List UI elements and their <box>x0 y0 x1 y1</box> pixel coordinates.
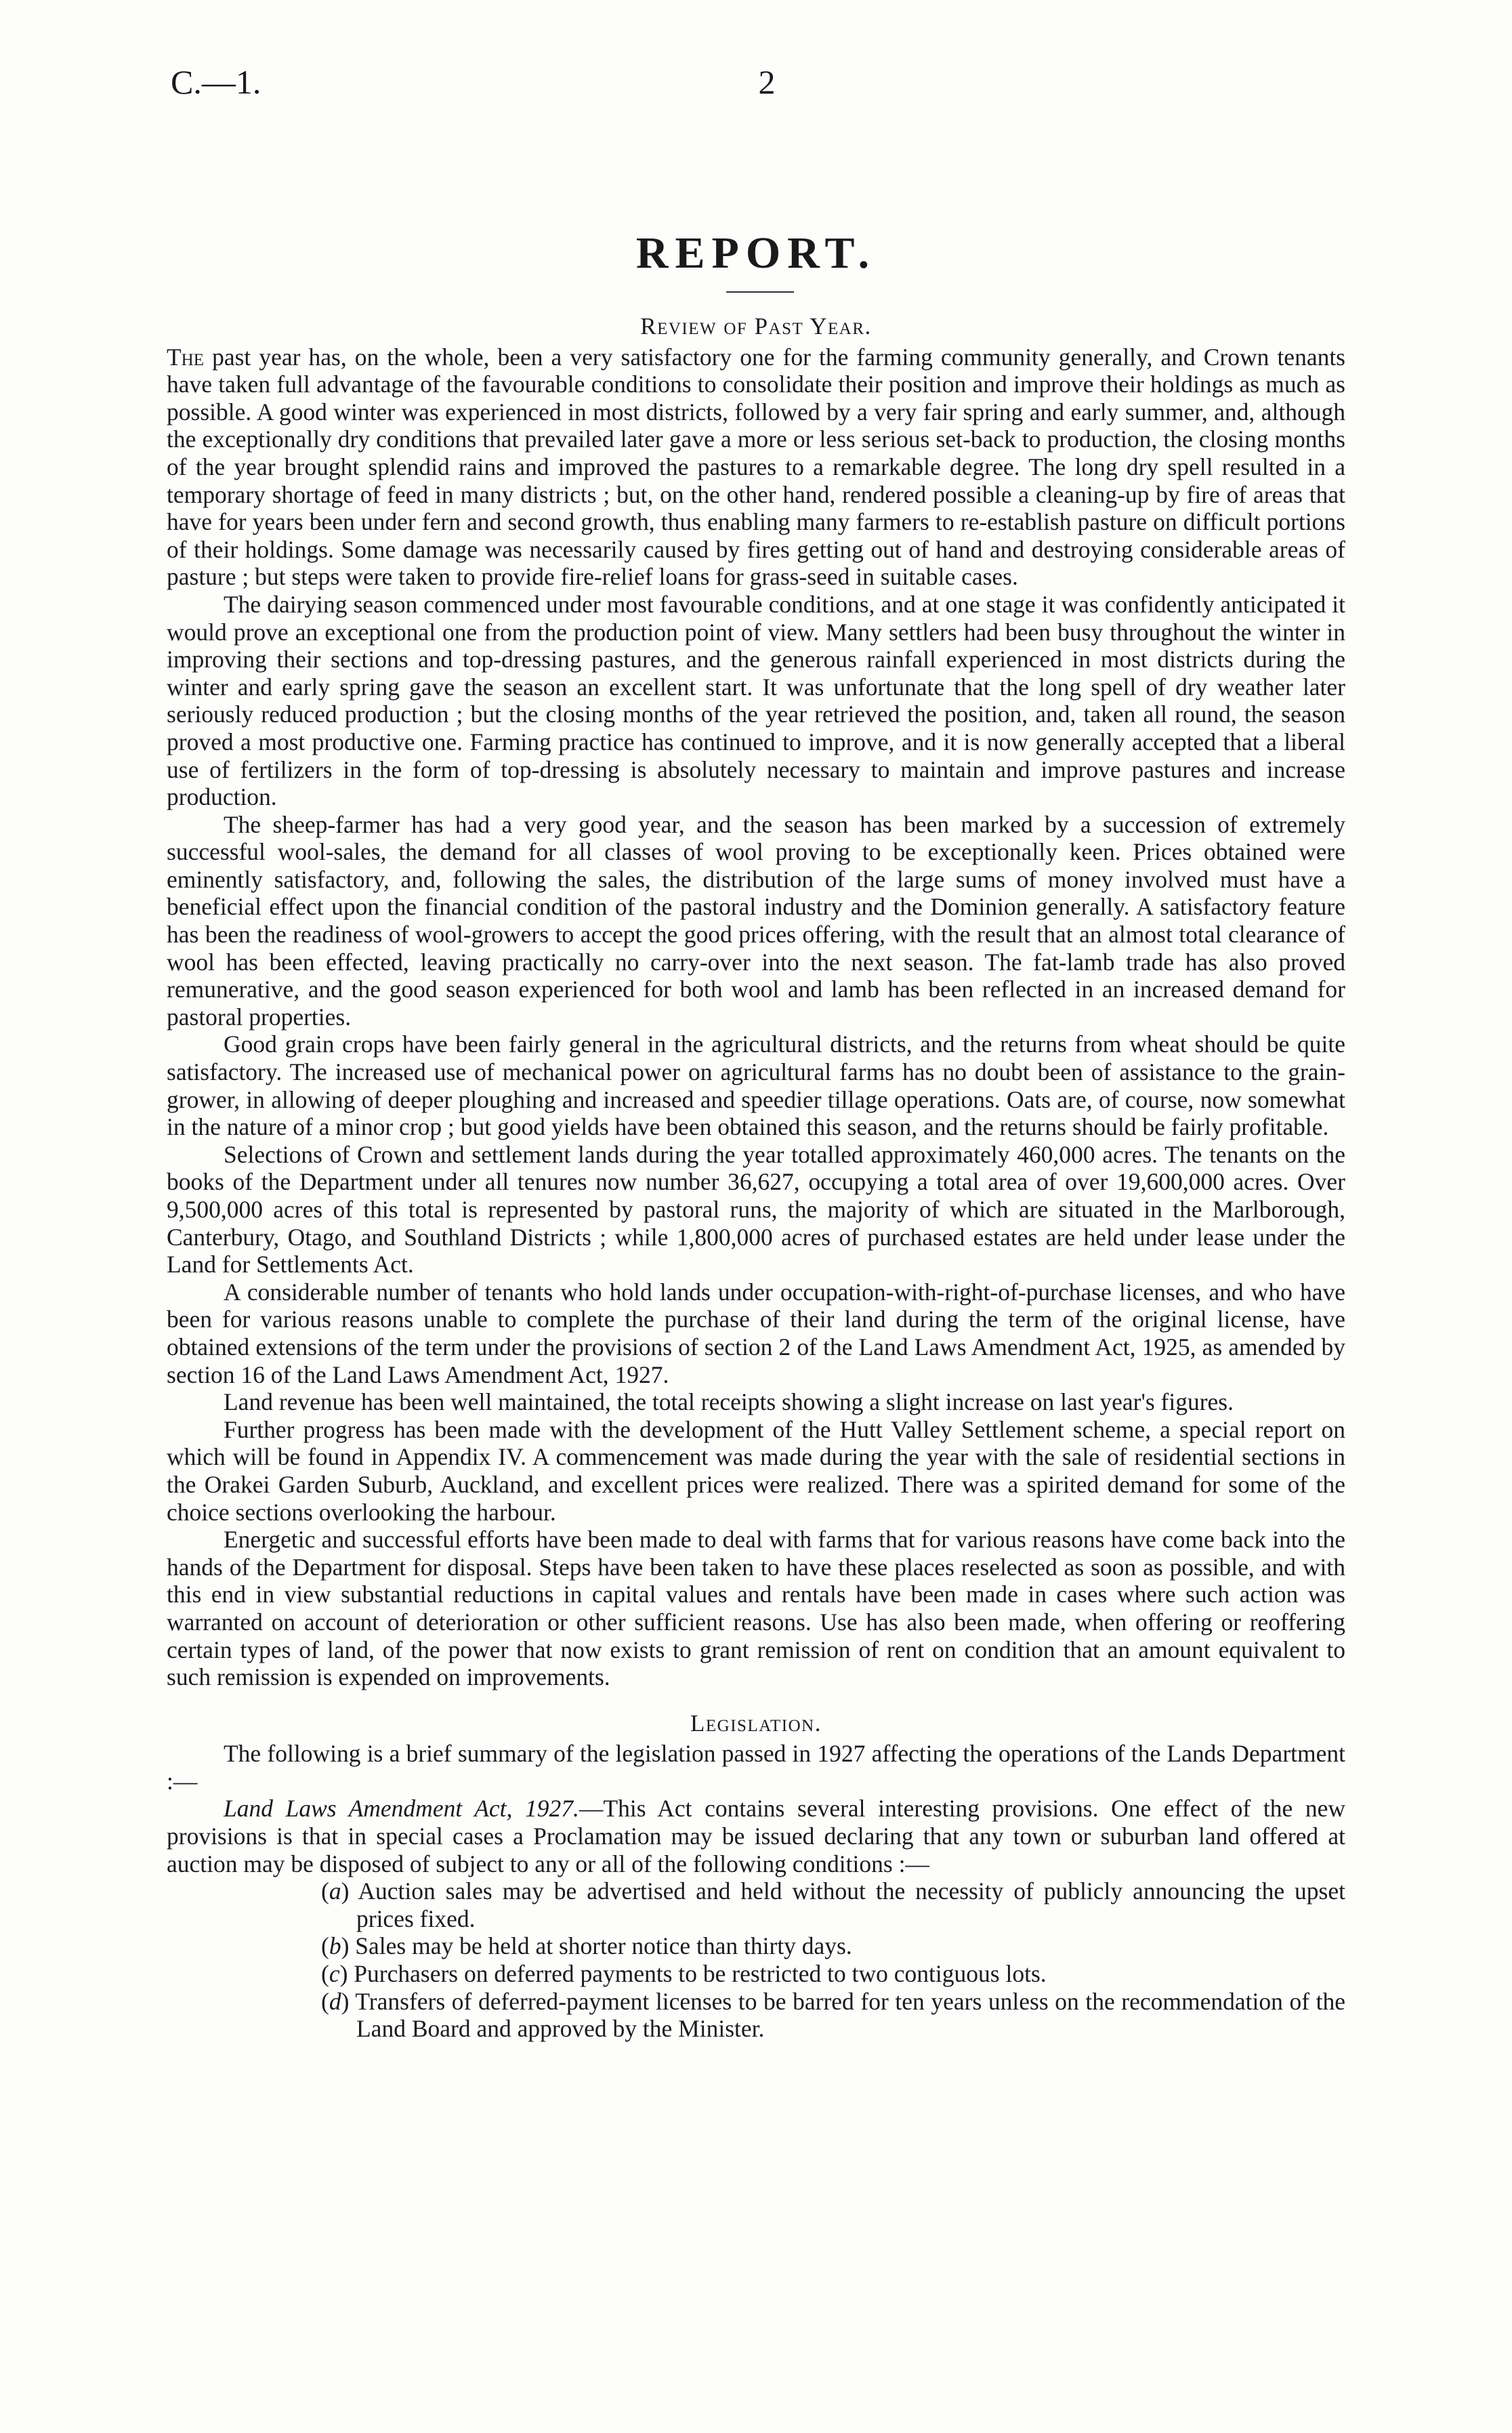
section-heading-review: Review of Past Year. <box>640 313 872 339</box>
running-head <box>171 62 1363 117</box>
condition-letter: b <box>329 1932 341 1960</box>
review-paragraph <box>167 344 1345 591</box>
review-paragraph: A considerable number of tenants who hold lands under occupation-with-right-of-purchase licenses, and who have been for various reasons unable to complete the purchase of their land during the term of the original license, have obtained extensions of the term under the provisions of section 2 of the Land Laws Amendment Act, 1925, as amended by section 16 of the Land Laws Amendment Act, 1927. <box>167 1278 1345 1388</box>
review-paragraph: Energetic and successful efforts have been made to deal with farms that for various reasons have come back into the hands of the Department for disposal. Steps have been taken to have these places reselected as soon as possible, and with this end in view substantial reductions in capital values and rentals have been made in cases where such action was warranted on account of deterioration or other sufficient reasons. Use has also been made, when offering or reoffering certain types of land, of the power that now exists to grant remission of rent on condition that an amount equivalent to such remission is expended on improvements. <box>167 1526 1345 1691</box>
review-paragraph: Good grain crops have been fairly general in the agricultural districts, and the returns from wheat should be quite satisfactory. The increased use of mechanical power on agricultural farms has no doubt been of assistance to the grain-grower, in allowing of deeper ploughing and increased and speedier tillage operations. Oats are, of course, now somewhat in the nature of a minor crop ; but good yields have been obtained this season, and the returns should be fairly profitable. <box>167 1031 1345 1141</box>
review-paragraph: Land revenue has been well maintained, the total receipts showing a slight increase on last year's figures. <box>224 1388 1234 1416</box>
section-heading-legislation: Legislation. <box>690 1709 822 1737</box>
document-reference: C.—1. <box>171 63 261 101</box>
condition-item: (c) Purchasers on deferred payments to be restricted to two contiguous lots. <box>321 1960 1047 1988</box>
page-number: 2 <box>758 63 776 101</box>
condition-text: Sales may be held at shorter notice than thirty days. <box>355 1932 852 1960</box>
act-text: —This Act contains several interesting provisions. One effect of the new provisions is that in special cases a Proclamation may be issued declaring that any town or suburban land offered at auction may be disposed of subject to any or all of the following conditions :— <box>167 1795 1345 1877</box>
condition-item: (a) Auction sales may be advertised and held without the necessity of publicly announcing the upset prices fixed. <box>321 1877 1345 1932</box>
act-title: Land Laws Amendment Act, 1927. <box>224 1795 579 1823</box>
condition-letter: d <box>329 1987 341 2015</box>
lead-word: The <box>167 343 205 371</box>
condition-text: Purchasers on deferred payments to be restricted to two contiguous lots. <box>354 1960 1047 1988</box>
act-paragraph <box>167 1795 1345 1877</box>
review-paragraph: The dairying season commenced under most favourable conditions, and at one stage it was confidently anticipated it would prove an exceptional one from the production point of view. Many settlers had been busy throughout the winter in improving their sections and top-dressing pastures, and the generous rainfall experienced in most districts during the winter and early spring gave the season an excellent start. It was unfortunate that the long spell of dry weather later seriously reduced production ; but the closing months of the year retrieved the position, and, taken all round, the season proved a most productive one. Farming practice has continued to improve, and it is now generally accepted that a liberal use of fertilizers in the form of top-dressing is absolutely necessary to maintain and improve pastures and increase production. <box>167 590 1345 811</box>
condition-letter: a <box>329 1877 341 1905</box>
report-body <box>167 313 1345 2043</box>
condition-item: (d) Transfers of deferred-payment licenses to be barred for ten years unless on the recommendation of the Land Board and approved by the Minister. <box>321 1987 1346 2043</box>
condition-text: Auction sales may be advertised and held without the necessity of publicly announcing the upset prices fixed. <box>356 1877 1345 1932</box>
condition-item: (b) Sales may be held at shorter notice than thirty days. <box>321 1932 852 1960</box>
review-paragraph: Further progress has been made with the development of the Hutt Valley Settlement scheme, a special report on which will be found in Appendix IV. A commencement was made during the year with the sale of residential sections in the Orakei Garden Suburb, Auckland, and excellent prices were realized. There was a spirited demand for some of the choice sections overlooking the harbour. <box>167 1415 1345 1526</box>
conditions-list <box>167 1877 1345 2043</box>
review-paragraph-text: past year has, on the whole, been a very satisfactory one for the farming community generally, and Crown tenants have taken full advantage of the favourable conditions to consolidate their position and improve their holdings as much as possible. A good winter was experienced in most districts, followed by a very fair spring and early summer, and, although the exceptionally dry conditions that prevailed later gave a more or less serious set-back to production, the closing months of the year brought splendid rains and improved the pastures to a remarkable degree. The long dry spell resulted in a temporary shortage of feed in many districts ; but, on the other hand, rendered possible a cleaning-up by fire of areas that have for years been under fern and second growth, thus enabling many farmers to re-establish pasture on difficult portions of their holdings. Some damage was necessarily caused by fires getting out of hand and destroying considerable areas of pasture ; but steps were taken to provide fire-relief loans for grass-seed in suitable cases. <box>167 343 1345 591</box>
review-paragraph: Selections of Crown and settlement lands during the year totalled approximately 460,000 acres. The tenants on the books of the Department under all tenures now number 36,627, occupying a total area of over 19,600,000 acres. Over 9,500,000 acres of this total is represented by pastoral runs, the majority of which are situated in the Marlborough, Canterbury, Otago, and Southland Districts ; while 1,800,000 acres of purchased estates are held under lease under the Land for Settlements Act. <box>167 1140 1345 1278</box>
title-rule <box>726 291 794 293</box>
legislation-intro: The following is a brief summary of the legislation passed in 1927 affecting the operations of the Lands Department :— <box>167 1740 1345 1795</box>
condition-letter: c <box>329 1960 340 1988</box>
report-title: REPORT. <box>635 228 877 278</box>
condition-text: Transfers of deferred-payment licenses to be barred for ten years unless on the recommendation of the Land Board and approved by the Minister. <box>355 1987 1346 2043</box>
review-paragraph: The sheep-farmer has had a very good year, and the season has been marked by a succession of extremely successful wool-sales, the demand for all classes of wool proving to be exceptionally keen. Prices obtained were eminently satisfactory, and, following the sales, the distribution of the large sums of money involved must have a beneficial effect upon the financial condition of the pastoral industry and the Dominion generally. A satisfactory feature has been the readiness of wool-growers to accept the good prices offering, with the result that an almost total clearance of wool has been effected, leaving practically no carry-over into the next season. The fat-lamb trade has also proved remunerative, and the good season experienced for both wool and lamb has been reflected in an increased demand for pastoral properties. <box>167 810 1345 1031</box>
